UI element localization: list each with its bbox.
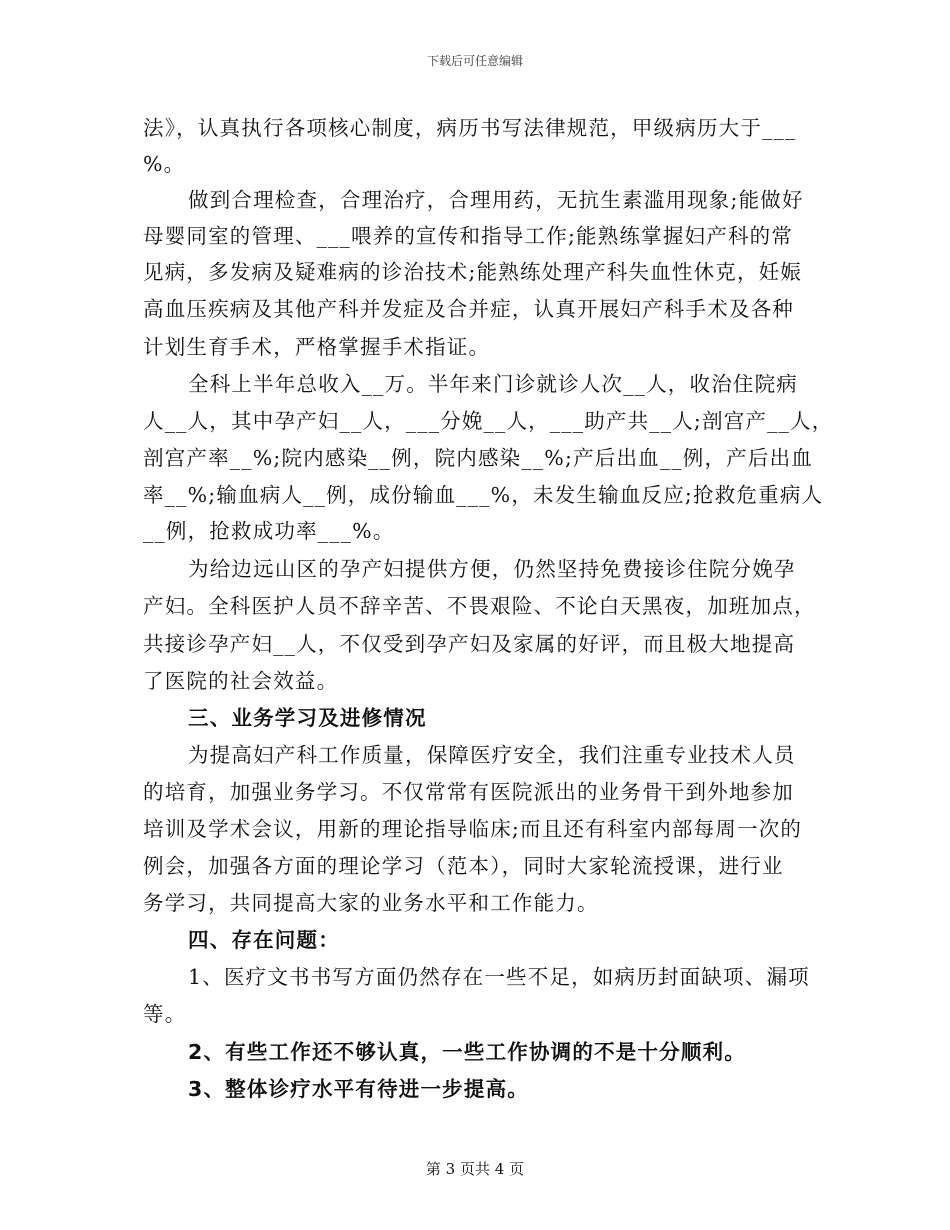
body-line: %。: [143, 152, 186, 176]
body-line: 务学习，共同提高大家的业务水平和工作能力。: [143, 891, 599, 915]
bold-line: 2、有些工作还不够认真，一些工作协调的不是十分顺利。: [188, 1040, 746, 1064]
body-line: 法》，认真执行各项核心制度，病历书写法律规范，甲级病历大于___: [143, 116, 797, 140]
body-line: 做到合理检查，合理治疗，合理用药，无抗生素滥用现象;能做好: [188, 188, 804, 212]
body-line: 等。: [143, 1002, 187, 1026]
body-line: 培训及学术会议，用新的理论指导临床;而且还有科室内部每周一次的: [143, 817, 803, 841]
body-line: 高血压疾病及其他产科并发症及合并症，认真开展妇产科手术及各种: [143, 297, 794, 321]
section-heading: 三、业务学习及进修情况: [188, 706, 427, 730]
body-line: 的培育，加强业务学习。不仅常常有医院派出的业务骨干到外地参加: [143, 780, 794, 804]
body-line: 共接诊孕产妇__人，不仅受到孕产妇及家属的好评，而且极大地提高: [143, 632, 796, 656]
body-line: 了医院的社会效益。: [143, 669, 339, 693]
page-header: 下载后可任意编辑: [426, 54, 523, 68]
body-line: 见病，多发病及疑难病的诊治技术;能熟练处理产科失血性休克，妊娠: [143, 260, 803, 284]
body-line: __例，抢救成功率___%。: [143, 519, 395, 543]
body-line: 1、医疗文书书写方面仍然存在一些不足，如病历封面缺项、漏项: [188, 965, 810, 989]
body-line: 剖宫产率__%;院内感染__例，院内感染__%;产后出血__例，产后出血: [143, 446, 813, 470]
body-line: 人__人，其中孕产妇__人，___分娩__人，___助产共__人;剖宫产__人，: [143, 409, 834, 433]
body-line: 率__%;输血病人__例，成份输血___%，未发生输血反应;抢救危重病人: [143, 483, 824, 507]
body-line: 全科上半年总收入__万。半年来门诊就诊人次__人，收治住院病: [188, 372, 798, 396]
body-line: 产妇。全科医护人员不辞辛苦、不畏艰险、不论白天黑夜，加班加点，: [143, 594, 816, 618]
body-line: 例会，加强各方面的理论学习（范本），同时大家轮流授课，进行业: [143, 854, 784, 878]
body-line: 母婴同室的管理、___喂养的宣传和指导工作;能熟练掌握妇产科的常: [143, 224, 794, 248]
body-line: 计划生育手术，严格掌握手术指证。: [143, 335, 491, 359]
section-heading: 四、存在问题：: [188, 928, 340, 952]
body-line: 为给边远山区的孕产妇提供方便，仍然坚持免费接诊住院分娩孕: [188, 557, 796, 581]
body-line: 为提高妇产科工作质量，保障医疗安全，我们注重专业技术人员: [188, 743, 796, 767]
bold-line: 3、整体诊疗水平有待进一步提高。: [188, 1077, 529, 1101]
page-footer: 第 3 页共 4 页: [425, 1160, 525, 1178]
